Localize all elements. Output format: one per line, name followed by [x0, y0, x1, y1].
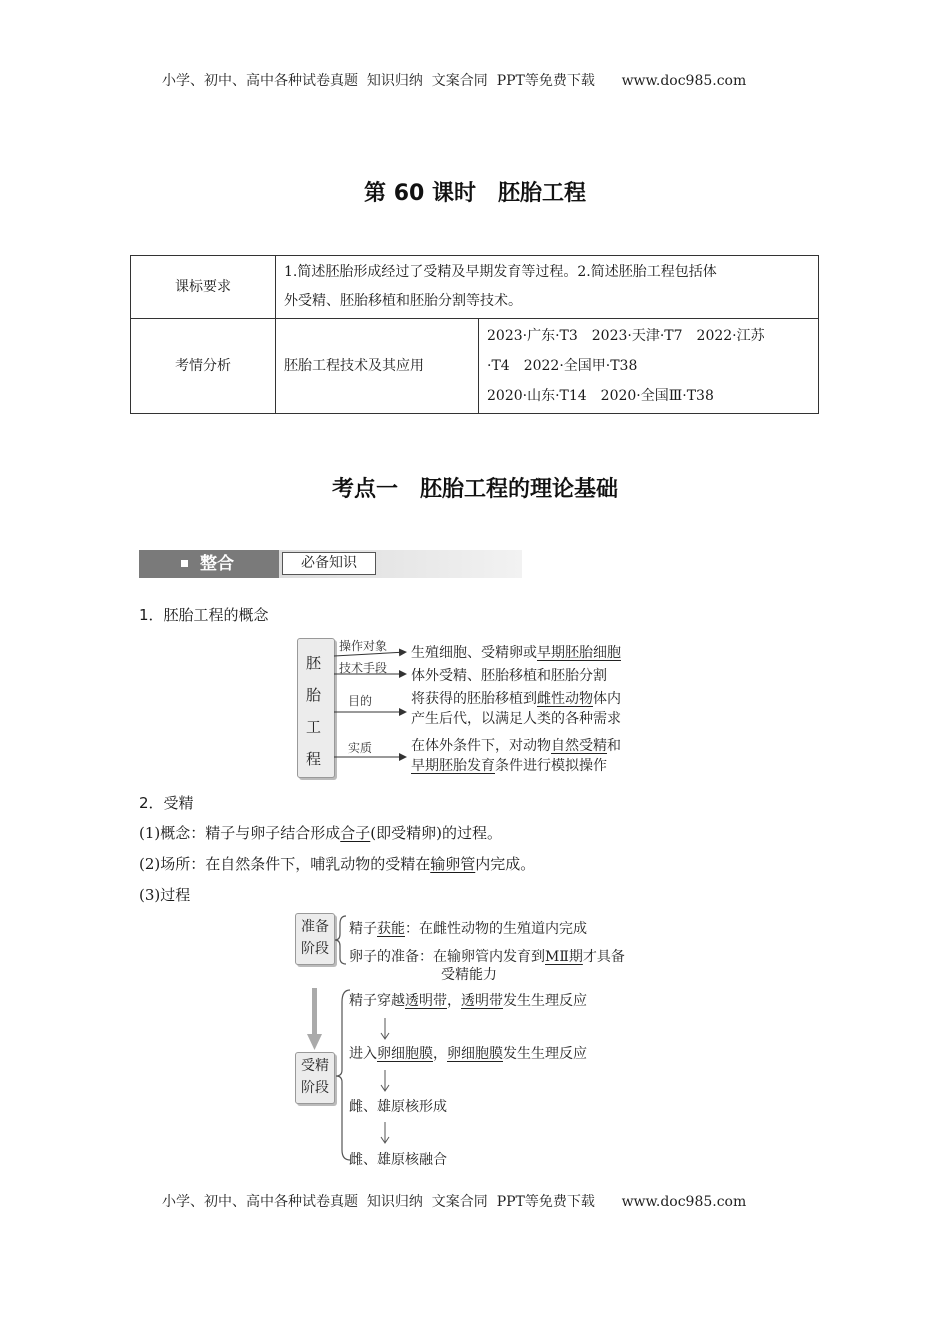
table-cell-requirements	[276, 256, 819, 319]
page-header: 小学、初中、高中各种试卷真题 知识归纳 文案合同 PPT等免费下载 www.doc985.com	[162, 73, 747, 89]
fert-step-4: 雌、雄原核融合	[349, 1152, 447, 1168]
concept-label-technique: 技术手段	[339, 661, 388, 675]
section-bar-dark	[139, 550, 279, 578]
fert-step-1: 精子穿越透明带，透明带发生生理反应	[349, 993, 587, 1009]
fert-step-3: 雌、雄原核形成	[349, 1099, 447, 1115]
page-title: 第 60 课时 胚胎工程	[364, 181, 586, 206]
prep-stage-box: 准备 阶段	[295, 913, 335, 965]
concept-purpose-line-1: 将获得的胚胎移植到雌性动物体内	[411, 691, 621, 707]
table-head-requirements: 课标要求	[131, 256, 276, 319]
concept-label-object: 操作对象	[339, 639, 388, 653]
concept-technique-text: 体外受精、胚胎移植和胚胎分割	[411, 668, 607, 684]
prep-egg-text: 卵子的准备：在输卵管内发育到MⅡ期才具备	[349, 949, 625, 965]
requirements-line-2: 外受精、胚胎移植和胚胎分割等技术。	[284, 293, 522, 309]
step-arrows	[375, 1012, 395, 1144]
section-title: 考点一 胚胎工程的理论基础	[331, 477, 618, 502]
requirements-line-1: 1.简述胚胎形成经过了受精及早期发育等过程。2.简述胚胎工程包括体	[284, 264, 717, 280]
exam-refs-line-2: ·T4 2022·全国甲·T38	[487, 358, 638, 374]
section-bar-box: 必备知识	[282, 552, 376, 575]
item-2-heading: 2．受精	[139, 794, 194, 812]
paragraph-concept: (1)概念：精子与卵子结合形成合子(即受精卵)的过程。	[139, 824, 502, 842]
table-cell-analysis-topic: 胚胎工程技术及其应用	[276, 319, 479, 414]
concept-char-1: 胚	[306, 654, 322, 672]
table-cell-exam-refs	[479, 319, 819, 414]
page-footer: 小学、初中、高中各种试卷真题 知识归纳 文案合同 PPT等免费下载 www.doc985.com	[162, 1194, 747, 1210]
section-bar-label: 整合	[200, 554, 234, 574]
concept-essence-line-1: 在体外条件下，对动物自然受精和	[411, 738, 621, 754]
concept-essence-line-2: 早期胚胎发育条件进行模拟操作	[411, 758, 607, 774]
concept-purpose-line-2: 产生后代，以满足人类的各种需求	[411, 711, 621, 727]
requirements-table	[130, 255, 819, 414]
fert-stage-box: 受精 阶段	[295, 1052, 335, 1104]
concept-label-essence: 实质	[348, 741, 373, 755]
prep-egg-text-2: 受精能力	[441, 967, 497, 983]
square-bullet-icon	[181, 560, 188, 567]
table-head-analysis: 考情分析	[131, 319, 276, 414]
prep-sperm-text: 精子获能：在雌性动物的生殖道内完成	[349, 921, 587, 937]
concept-char-4: 程	[306, 750, 322, 768]
fert-step-2: 进入卵细胞膜，卵细胞膜发生生理反应	[349, 1046, 587, 1062]
concept-label-purpose: 目的	[348, 694, 373, 708]
concept-char-2: 胎	[306, 686, 322, 704]
exam-refs-line-3: 2020·山东·T14 2020·全国Ⅲ·T38	[487, 388, 714, 404]
item-1-heading: 1．胚胎工程的概念	[139, 606, 269, 624]
paragraph-process: (3)过程	[139, 886, 191, 904]
paragraph-location: (2)场所：在自然条件下，哺乳动物的受精在输卵管内完成。	[139, 855, 536, 873]
exam-refs-line-1: 2023·广东·T3 2023·天津·T7 2022·江苏	[487, 328, 765, 344]
concept-char-3: 工	[306, 718, 322, 736]
concept-object-text: 生殖细胞、受精卵或早期胚胎细胞	[411, 645, 621, 661]
